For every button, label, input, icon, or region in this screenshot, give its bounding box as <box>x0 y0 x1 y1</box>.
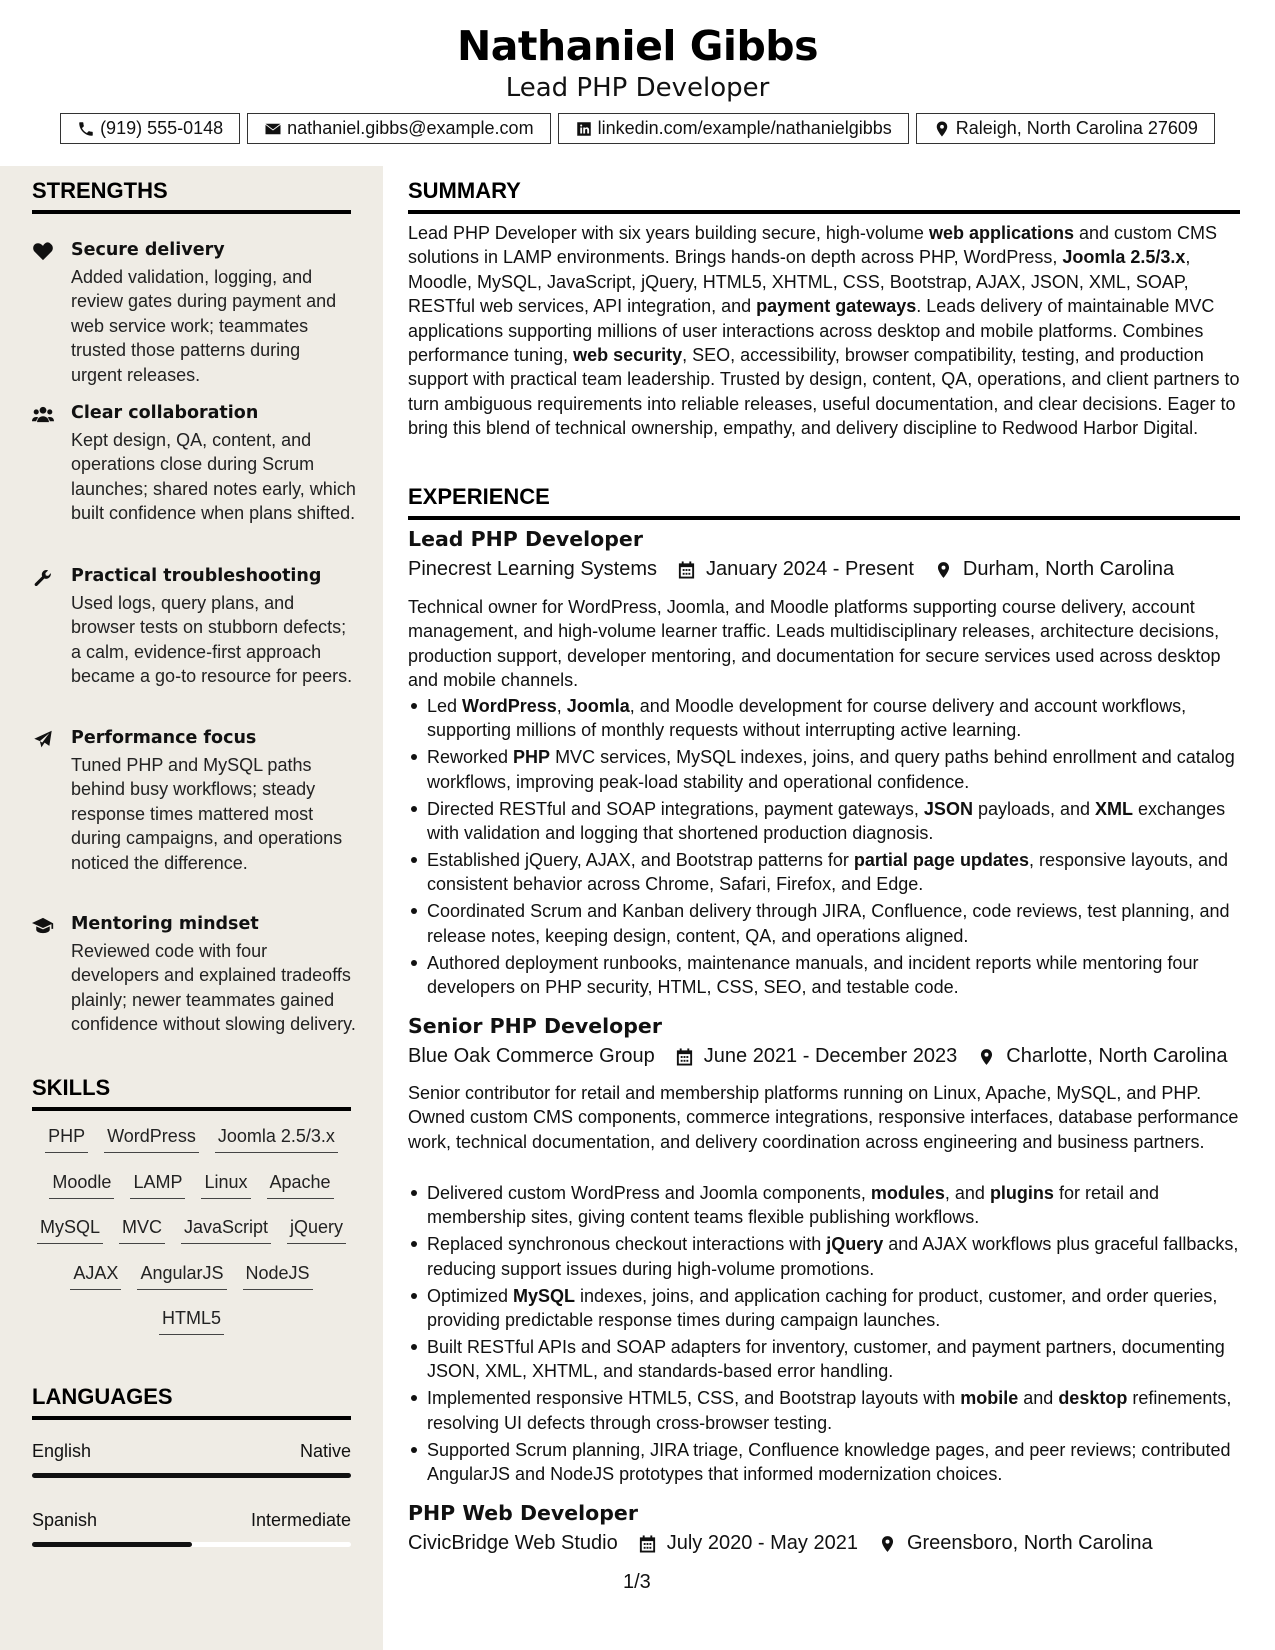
skill-tag: LAMP <box>130 1170 185 1199</box>
job-bullets <box>408 694 1240 1002</box>
resume-header <box>0 0 1275 166</box>
skill-tag: MySQL <box>37 1215 103 1244</box>
language-level: Intermediate <box>250 1510 351 1530</box>
strength-title: Secure delivery <box>71 240 225 260</box>
job-bullet: Established jQuery, AJAX, and Bootstrap patterns for partial page updates, responsive layouts, and consistent behavior across Chrome, Safari, Firefox, and Edge. <box>408 848 1240 897</box>
wrench-icon <box>32 568 56 588</box>
strength-title: Practical troubleshooting <box>71 566 322 586</box>
job-bullet: Optimized MySQL indexes, joins, and application caching for product, customer, and order queries, providing predictable response times during campaign launches. <box>408 1284 1240 1333</box>
calendar-icon <box>638 1534 657 1554</box>
contact-email-text: nathaniel.gibbs@example.com <box>287 118 534 138</box>
strength-text: Used logs, query plans, and browser tests on stubborn defects; a calm, evidence-first approach became a go-to resource for peers. <box>71 593 353 687</box>
sidebar <box>0 166 383 1650</box>
skill-tag: Joomla 2.5/3.x <box>215 1124 338 1153</box>
language-item <box>32 1510 351 1550</box>
job-meta <box>408 1532 1153 1555</box>
strengths-section <box>32 178 356 1038</box>
job-dates: July 2020 - May 2021 <box>666 1532 858 1554</box>
language-bar <box>32 1542 351 1547</box>
skill-tag: AJAX <box>70 1261 121 1290</box>
skill-tag: Apache <box>267 1170 334 1199</box>
job-bullets <box>408 1181 1240 1489</box>
strength-title: Mentoring mindset <box>71 914 259 934</box>
job-bullet: Delivered custom WordPress and Joomla components, modules, and plugins for retail and membership sites, giving content teams flexible publishing workflows. <box>408 1181 1240 1230</box>
skill-tag: NodeJS <box>243 1261 313 1290</box>
language-bar <box>32 1473 351 1478</box>
envelope-icon <box>264 120 282 138</box>
summary-heading: SUMMARY <box>408 178 1240 214</box>
language-name: English <box>32 1441 92 1461</box>
language-level: Native <box>299 1441 351 1461</box>
strengths-heading: STRENGTHS <box>32 178 351 214</box>
job-company: Pinecrest Learning Systems <box>408 558 658 580</box>
contact-email[interactable] <box>247 113 550 144</box>
job-meta <box>408 1045 1227 1068</box>
job-company: Blue Oak Commerce Group <box>408 1045 655 1067</box>
skills-row <box>32 1170 351 1216</box>
calendar-icon <box>677 560 696 580</box>
contact-phone-text: (919) 555-0148 <box>100 118 224 138</box>
job-bullet: Directed RESTful and SOAP integrations, payment gateways, JSON payloads, and XML exchanges with validation and logging that shortened production diagnosis. <box>408 797 1240 846</box>
strength-title: Clear collaboration <box>71 403 259 423</box>
phone-icon <box>77 120 95 138</box>
graduation-cap-icon <box>32 916 56 936</box>
strength-text: Reviewed code with four developers and explained tradeoffs plainly; newer teammates gained confidence without slowing delivery. <box>71 941 356 1035</box>
job-role: Senior PHP Developer <box>408 1014 662 1038</box>
users-icon <box>32 405 56 425</box>
contact-location[interactable] <box>916 113 1215 144</box>
skills-list <box>32 1124 351 1352</box>
skills-row <box>32 1306 351 1352</box>
skills-section <box>32 1075 351 1375</box>
heart-icon <box>32 242 56 262</box>
skill-tag: Moodle <box>49 1170 114 1199</box>
skill-tag: jQuery <box>287 1215 346 1244</box>
contact-location-text: Raleigh, North Carolina 27609 <box>955 118 1198 138</box>
job-bullet: Coordinated Scrum and Kanban delivery through JIRA, Confluence, code reviews, test planning, and release notes, keeping design, content, QA, and operations aligned. <box>408 899 1240 948</box>
strength-text: Added validation, logging, and review gates during payment and web service work; teammates trusted those patterns during urgent releases. <box>71 267 337 385</box>
contact-phone[interactable] <box>60 113 240 144</box>
strength-text: Tuned PHP and MySQL paths behind busy workflows; steady response times mattered most during campaigns, and operations noticed the difference. <box>71 755 343 873</box>
job-location: Charlotte, North Carolina <box>1006 1045 1228 1067</box>
job-bullet: Implemented responsive HTML5, CSS, and Bootstrap layouts with mobile and desktop refinements, resolving UI defects through cross-browser testing. <box>408 1386 1240 1435</box>
paper-plane-icon <box>32 730 56 750</box>
skill-tag: JavaScript <box>181 1215 271 1244</box>
job-dates: June 2021 - December 2023 <box>703 1045 958 1067</box>
strength-text: Kept design, QA, content, and operations close during Scrum launches; shared notes early, which built confidence when plans shifted. <box>71 430 356 524</box>
skill-tag: PHP <box>45 1124 88 1153</box>
linkedin-icon <box>575 120 593 138</box>
job-description: Senior contributor for retail and membership platforms running on Linux, Apache, MySQL, and PHP. Owned custom CMS components, commerce integrations, responsive interfaces, database performance work, technical documentation, and delivery coordination across engineering and business partners. <box>408 1083 1239 1152</box>
job-bullet: Built RESTful APIs and SOAP adapters for inventory, customer, and payment partners, documenting JSON, XML, XHTML, and standards-based error handling. <box>408 1335 1240 1384</box>
map-pin-icon <box>977 1047 996 1067</box>
job-bullet: Authored deployment runbooks, maintenance manuals, and incident reports while mentoring four developers on PHP security, HTML, CSS, SEO, and testable code. <box>408 951 1240 1000</box>
map-pin-icon <box>933 120 951 138</box>
strength-title: Performance focus <box>71 728 257 748</box>
calendar-icon <box>675 1047 694 1067</box>
job-description: Technical owner for WordPress, Joomla, and Moodle platforms supporting course delivery, account management, and high-volume learner traffic. Leads multidisciplinary releases, architecture decisions, production support, developer mentoring, and documentation for secure services used across desktop and mobile channels. <box>408 597 1221 691</box>
contact-linkedin-text: linkedin.com/example/nathanielgibbs <box>597 118 892 138</box>
language-name: Spanish <box>32 1510 98 1530</box>
experience-section <box>408 484 1240 1584</box>
skill-tag: HTML5 <box>159 1306 224 1335</box>
map-pin-icon <box>934 560 953 580</box>
language-item <box>32 1441 351 1481</box>
skills-row <box>32 1261 351 1307</box>
job-location: Greensboro, North Carolina <box>906 1532 1153 1554</box>
languages-heading: LANGUAGES <box>32 1384 351 1420</box>
job-role: Lead PHP Developer <box>408 527 643 551</box>
skill-tag: AngularJS <box>137 1261 226 1290</box>
summary-section <box>408 178 1240 441</box>
skills-row <box>32 1215 351 1261</box>
job-bullet: Replaced synchronous checkout interactions with jQuery and AJAX workflows plus graceful fallbacks, reducing support issues during high-volume promotions. <box>408 1232 1240 1281</box>
candidate-title: Lead PHP Developer <box>505 73 770 103</box>
language-bar-fill <box>32 1542 192 1547</box>
experience-heading: EXPERIENCE <box>408 484 1240 520</box>
contact-bar <box>0 113 1275 144</box>
skill-tag: WordPress <box>104 1124 199 1153</box>
job-bullet: Supported Scrum planning, JIRA triage, Confluence knowledge pages, and peer reviews; contributed AngularJS and NodeJS prototypes that informed modernization choices. <box>408 1438 1240 1487</box>
language-bar-fill <box>32 1473 351 1478</box>
candidate-name: Nathaniel Gibbs <box>456 22 819 70</box>
map-pin-icon <box>878 1534 897 1554</box>
job-role: PHP Web Developer <box>408 1501 638 1525</box>
job-bullet: Reworked PHP MVC services, MySQL indexes, joins, and query paths behind enrollment and catalog workflows, improving peak-load stability and operational confidence. <box>408 745 1240 794</box>
skills-heading: SKILLS <box>32 1075 351 1111</box>
summary-text: Lead PHP Developer with six years building secure, high-volume web applications and custom CMS solutions in LAMP environments. Brings hands-on depth across PHP, WordPress, Joomla 2.5/3.x, Moodle, MySQL, JavaScript, jQuery, HTML5, XHTML, CSS, Bootstrap, AJAX, JSON, XML, SOAP, RESTful web services, API integration, and payment gateways. Leads delivery of maintainable MVC applications supporting millions of user interactions across desktop and mobile platforms. Combines performance tuning, web security, SEO, accessibility, browser compatibility, testing, and production support with practical team leadership. Trusted by design, content, QA, operations, and client partners to turn ambiguous requirements into reliable releases, useful documentation, and clear decisions. Eager to bring this blend of technical ownership, empathy, and delivery discipline to Redwood Harbor Digital. <box>408 223 1240 439</box>
skill-tag: MVC <box>119 1215 165 1244</box>
job-location: Durham, North Carolina <box>962 558 1175 580</box>
job-company: CivicBridge Web Studio <box>408 1532 618 1554</box>
job-dates: January 2024 - Present <box>706 558 914 580</box>
skill-tag: Linux <box>201 1170 250 1199</box>
job-bullet: Led WordPress, Joomla, and Moodle development for course delivery and account workflows, supporting millions of monthly requests without interrupting active learning. <box>408 694 1240 743</box>
page-number: 1/3 <box>623 1571 651 1593</box>
contact-linkedin[interactable] <box>558 113 909 144</box>
job-meta <box>408 558 1174 581</box>
skills-row <box>32 1124 351 1170</box>
languages-section <box>32 1384 351 1544</box>
